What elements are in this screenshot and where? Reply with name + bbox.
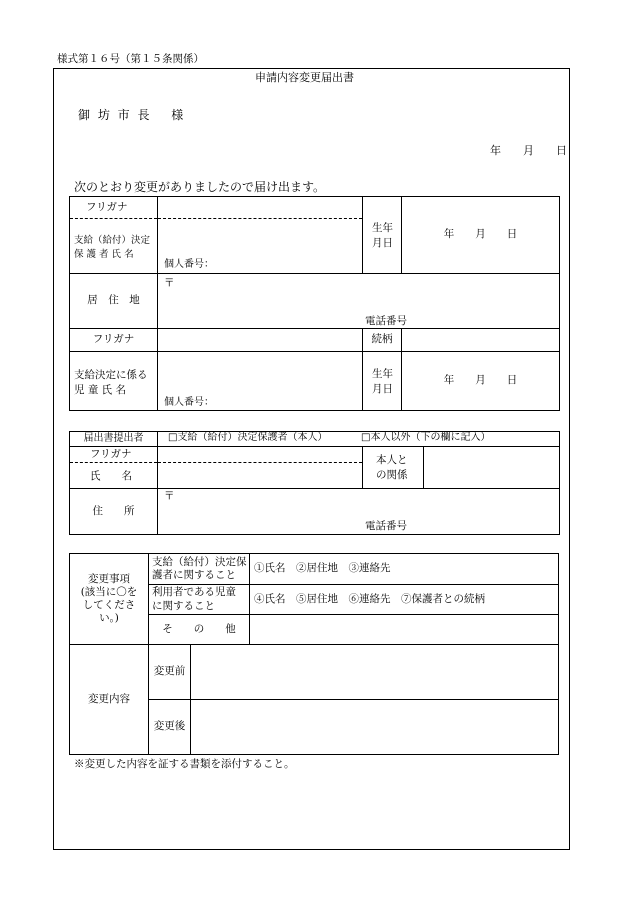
after-field[interactable] bbox=[191, 700, 559, 755]
birth-label2-1: 生年 bbox=[372, 368, 393, 380]
submitter-phone-label: 電話番号 bbox=[365, 520, 407, 532]
form-number: 様式第１６号（第１５条関係） bbox=[57, 53, 204, 65]
guardian-birth-date-field[interactable] bbox=[402, 197, 560, 274]
relation-label-1: 本人と bbox=[376, 454, 408, 466]
child-birth-label-cell bbox=[363, 352, 402, 411]
child-name-label-cell bbox=[70, 352, 158, 411]
other-label: そ の 他 bbox=[149, 615, 250, 645]
relation-label-2: の関係 bbox=[376, 469, 408, 481]
submitter-name-field[interactable] bbox=[158, 447, 363, 489]
before-label: 変更前 bbox=[149, 645, 191, 700]
child-change-items[interactable]: ④氏名 ⑤居住地 ⑥連絡先 ⑦保護者との続柄 bbox=[250, 585, 559, 615]
guardian-label-cell bbox=[70, 197, 158, 274]
birth-label2-2: 月日 bbox=[372, 383, 393, 395]
guardian-change-items[interactable]: ①氏名 ②居住地 ③連絡先 bbox=[250, 554, 559, 585]
child-name-label-2: 児 童 氏 名 bbox=[74, 384, 127, 396]
birth-label-1: 生年 bbox=[372, 222, 393, 234]
submitter-table bbox=[69, 431, 560, 535]
postal-mark: 〒 bbox=[164, 277, 175, 289]
attachment-note: ※変更した内容を証する書類を添付すること。 bbox=[74, 758, 295, 770]
personal-number-label-2: 個人番号： bbox=[164, 397, 214, 408]
guardian-name-label-1: 支給（給付）決定 bbox=[74, 235, 151, 246]
child-birth-date: 年 月 日 bbox=[443, 374, 518, 387]
submitter-address-label: 住 所 bbox=[70, 489, 158, 535]
submitter-label: 届出書提出者 bbox=[70, 432, 158, 447]
form-title: 申請内容変更届出書 bbox=[255, 71, 354, 84]
furigana-label: フリガナ bbox=[86, 201, 128, 213]
option-guardian-checkbox[interactable]: □支給（給付）決定保護者（本人） bbox=[168, 432, 328, 443]
option-other-checkbox[interactable]: □本人以外（下の欄に記入） bbox=[361, 432, 491, 443]
guardian-birth-date: 年 月 日 bbox=[443, 228, 518, 241]
after-label: 変更後 bbox=[149, 700, 191, 755]
submitter-name-label-cell bbox=[70, 447, 158, 489]
submitter-address-field[interactable] bbox=[158, 489, 560, 535]
addressee: 御 坊 市 長 様 bbox=[78, 108, 186, 122]
change-items-label: 変更事項 (該当に〇を してくださ い。) bbox=[70, 554, 149, 645]
intro-text: 次のとおり変更がありましたので届け出ます。 bbox=[74, 180, 326, 194]
child-furigana-label: フリガナ bbox=[70, 329, 158, 352]
before-field[interactable] bbox=[191, 645, 559, 700]
relationship-label: 続柄 bbox=[363, 329, 402, 352]
relationship-field[interactable] bbox=[402, 329, 560, 352]
guardian-name-field[interactable] bbox=[158, 197, 363, 274]
other-field[interactable] bbox=[250, 615, 559, 645]
change-content-label: 変更内容 bbox=[70, 645, 149, 755]
submitter-furigana-label: フリガナ bbox=[90, 448, 132, 460]
submitter-postal-mark: 〒 bbox=[164, 490, 175, 502]
submitter-options bbox=[158, 432, 560, 447]
submitter-name-label: 氏 名 bbox=[90, 470, 132, 482]
phone-label: 電話番号 bbox=[365, 315, 407, 327]
child-name-label-1: 支給決定に係る bbox=[74, 369, 148, 381]
date-line: 年 月 日 bbox=[490, 144, 567, 157]
relation-label-cell bbox=[363, 447, 424, 489]
relation-field[interactable] bbox=[424, 447, 560, 489]
child-name-field[interactable] bbox=[158, 352, 363, 411]
child-related-label: 利用者である児童 に関すること bbox=[149, 585, 250, 615]
applicant-table bbox=[69, 196, 560, 411]
personal-number-label: 個人番号： bbox=[164, 259, 214, 270]
birth-label-cell bbox=[363, 197, 402, 274]
guardian-related-label: 支給（給付）決定保 護者に関すること bbox=[149, 554, 250, 585]
child-birth-date-field[interactable] bbox=[402, 352, 560, 411]
address-label: 居 住 地 bbox=[70, 274, 158, 329]
guardian-address-field[interactable] bbox=[158, 274, 560, 329]
birth-label-2: 月日 bbox=[372, 237, 393, 249]
child-furigana-field[interactable] bbox=[158, 329, 363, 352]
change-table bbox=[69, 553, 559, 755]
guardian-name-label-2: 保 護 者 氏 名 bbox=[74, 249, 134, 260]
